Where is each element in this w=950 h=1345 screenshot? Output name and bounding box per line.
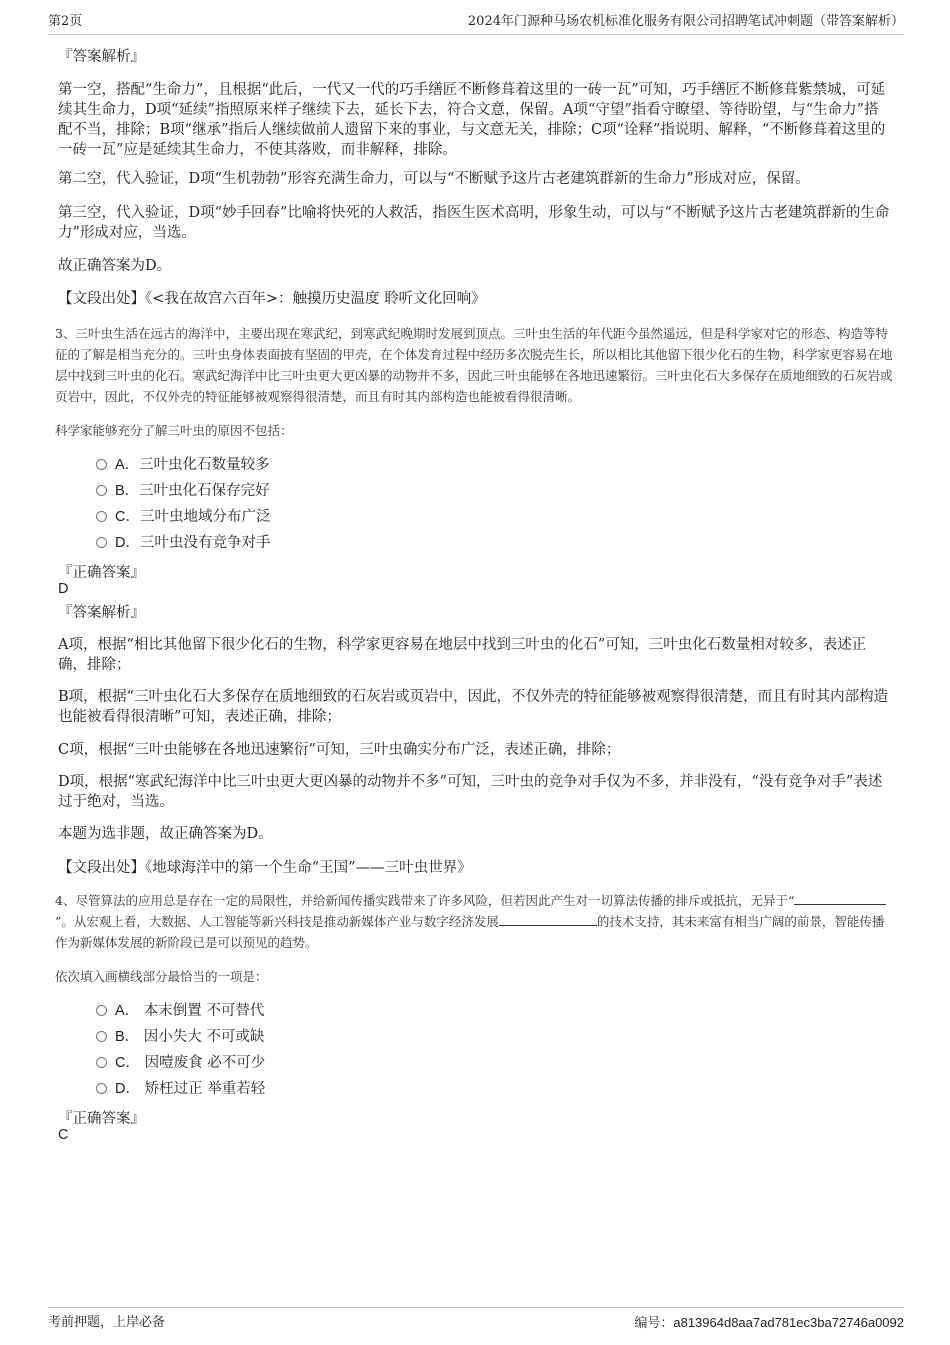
q3-source: 【文段出处】《地球海洋中的第一个生命“王国”——三叶虫世界》 xyxy=(58,860,472,876)
q4-option-c[interactable]: C． 因噎废食 必不可少 xyxy=(96,1053,265,1073)
q2-analysis-label: 『答案解析』 xyxy=(58,49,145,65)
q4-option-a[interactable]: A． 本末倒置 不可替代 xyxy=(96,1001,264,1021)
radio-icon[interactable] xyxy=(96,537,107,548)
q3-analysis-d: D项，根据“寒武纪海洋中比三叶虫更大更凶暴的动物并不多”可知，三叶虫的竞争对手仅为不多，并非没有，“没有竞争对手”表述过于绝对，当选。 xyxy=(58,774,883,810)
page-header xyxy=(48,12,904,35)
radio-icon[interactable] xyxy=(96,459,107,470)
q4-question-text: 4、尽管算法的应用总是存在一定的局限性，并给新闻传播实践带来了许多风险，但若因此产生对一切算法传播的排斥或抵抗，无异于“”。从宏观上看，大数据、人工智能等新兴科技是推动新媒体产业与数字经济发展 的技术支持，其未来富有相当广阔的前景，智能传播作为新媒体发展的新阶段已是可以预见的趋势。 xyxy=(55,893,885,950)
q3-prompt: 科学家能够充分了解三叶虫的原因不包括： xyxy=(55,423,293,438)
q3-analysis-label: 『答案解析』 xyxy=(58,605,145,621)
footer-slogan: 考前押题，上岸必备 xyxy=(48,1315,166,1330)
fill-blank-1 xyxy=(794,892,886,905)
q3-option-d[interactable]: D．三叶虫没有竞争对手 xyxy=(96,533,270,553)
q4-prompt: 依次填入画横线部分最恰当的一项是： xyxy=(55,969,268,984)
q4-answer-label: 『正确答案』 xyxy=(58,1111,145,1127)
radio-icon[interactable] xyxy=(96,485,107,496)
q4-answer-value: C xyxy=(58,1127,69,1143)
q3-analysis-a: A项，根据“相比其他留下很少化石的生物，科学家更容易在地层中找到三叶虫的化石”可知，三叶虫化石数量相对较多，表述正确，排除； xyxy=(58,637,867,673)
q2-analysis-para-2: 第二空，代入验证，D项“生机勃勃”形容充满生命力，可以与“不断赋予这片古老建筑群新的生命力”形成对应，保留。 xyxy=(58,171,810,187)
q3-option-c[interactable]: C．三叶虫地域分布广泛 xyxy=(96,507,270,527)
q3-analysis-c: C项，根据“三叶虫能够在各地迅速繁衍”可知，三叶虫确实分布广泛，表述正确，排除； xyxy=(58,742,621,758)
q3-analysis-b: B项，根据“三叶虫化石大多保存在质地细致的石灰岩或页岩中，因此，不仅外壳的特征能够被观察得很清楚，而且有时其内部构造也能被看得很清晰”可知，表述正确，排除； xyxy=(58,689,889,725)
page-footer xyxy=(48,1307,904,1330)
q3-option-a[interactable]: A．三叶虫化石数量较多 xyxy=(96,455,270,475)
q2-source: 【文段出处】《<我在故宫六百年>：触摸历史温度 聆听文化回响》 xyxy=(58,291,486,307)
page-number: 第2页 xyxy=(48,14,83,29)
radio-icon[interactable] xyxy=(96,511,107,522)
q3-question-text: 3、三叶虫生活在远古的海洋中，主要出现在寒武纪，到寒武纪晚期时发展到顶点。三叶虫生活的年代距今虽然遥远，但是科学家对它的形态、构造等特征的了解是相当充分的。三叶虫身体表面披有坚固的甲壳，在个体发育过程中经历多次脱壳生长，所以相比其他留下很少化石的生物，科学家更容易在地层中找到三叶虫的化石。寒武纪海洋中比三叶虫更大更凶暴的动物并不多，因此三叶虫能够在各地迅速繁衍。三叶虫化石大多保存在质地细致的石灰岩或页岩中，因此，不仅外壳的特征能够被观察得很清楚，而且有时其内部构造也能被看得很清晰。 xyxy=(55,326,893,404)
radio-icon[interactable] xyxy=(96,1083,107,1094)
q4-option-b[interactable]: B． 因小失大 不可或缺 xyxy=(96,1027,264,1047)
fill-blank-2 xyxy=(499,913,597,926)
q2-analysis-para-1: 第一空，搭配“生命力”，且根据“此后，一代又一代的巧手缮匠不断修葺着这里的一砖一瓦”可知，巧手缮匠不断修葺紫禁城，可延续其生命力，D项“延续”指照原来样子继续下去，延长下去，符合文意，保留。A项“守望”指看守瞭望、等待盼望，与“生命力”搭配不当，排除；B项“继承”指后人继续做前人遗留下来的事业，与文意无关，排除；C项“诠释”指说明、解释，“不断修葺着这里的一砖一瓦”应是延续其生命力，不使其落败，而非解释，排除。 xyxy=(58,82,886,158)
document-title: 2024年门源种马场农机标准化服务有限公司招聘笔试冲刺题（带答案解析） xyxy=(467,14,904,29)
radio-icon[interactable] xyxy=(96,1031,107,1042)
q3-answer-value: D xyxy=(58,581,69,597)
document-code: 编号：a813964d8aa7ad781ec3ba72746a0092 xyxy=(634,1315,904,1331)
q3-analysis-conclusion: 本题为选非题，故正确答案为D。 xyxy=(58,826,273,842)
radio-icon[interactable] xyxy=(96,1057,107,1068)
q3-option-b[interactable]: B．三叶虫化石保存完好 xyxy=(96,481,270,501)
q2-analysis-para-4: 故正确答案为D。 xyxy=(58,258,172,274)
radio-icon[interactable] xyxy=(96,1005,107,1016)
q4-option-d[interactable]: D． 矫枉过正 举重若轻 xyxy=(96,1079,265,1099)
q3-answer-label: 『正确答案』 xyxy=(58,565,145,581)
q2-analysis-para-3: 第三空，代入验证，D项“妙手回春”比喻将快死的人救活，指医生医术高明，形象生动，可以与“不断赋予这片古老建筑群新的生命力”形成对应，当选。 xyxy=(58,205,890,241)
